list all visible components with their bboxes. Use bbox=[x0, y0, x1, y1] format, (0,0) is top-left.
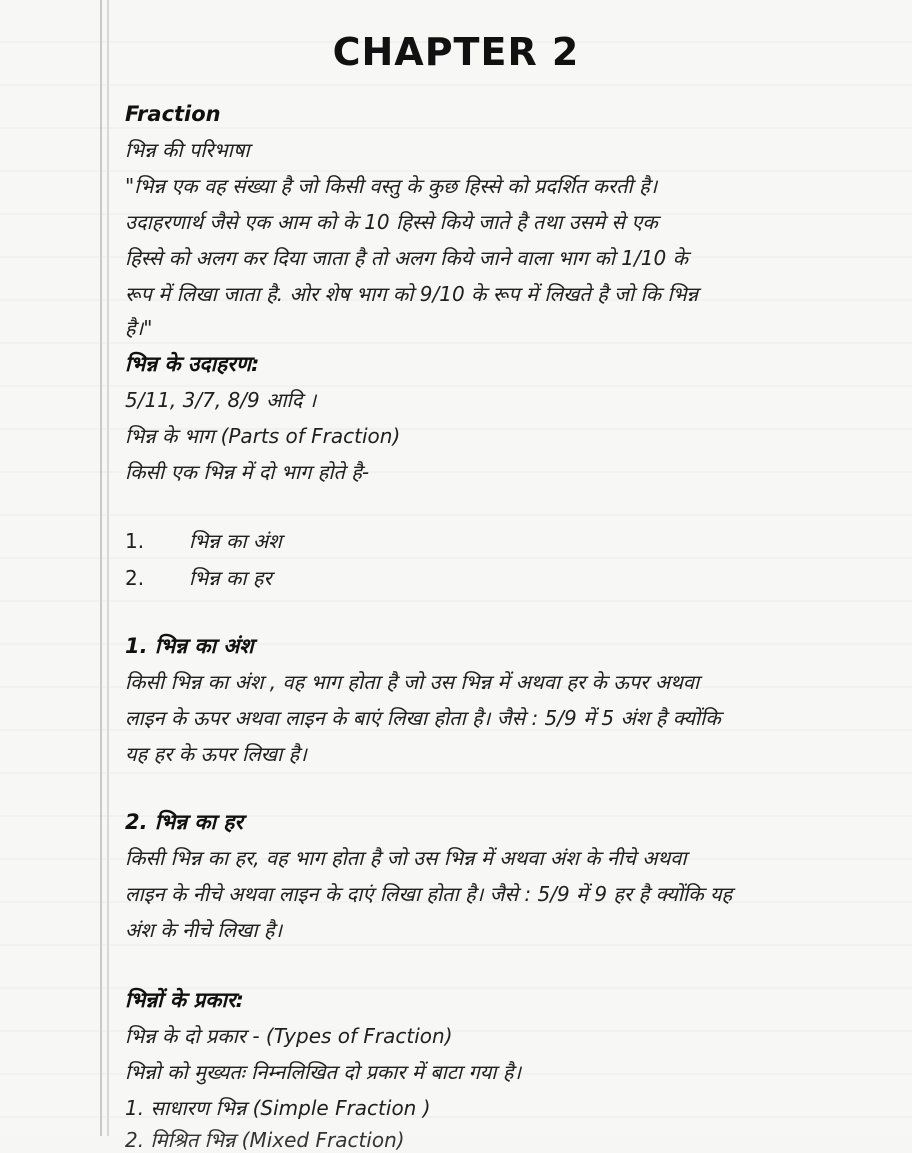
text-line: लाइन के नीचे अथवा लाइन के दाएं लिखा होता है। जैसे : 5/9 में 9 हर है क्योंकि यह bbox=[125, 882, 733, 906]
text-line: भिन्नो को मुख्यतः निम्नलिखित दो प्रकार में बाटा गया है। bbox=[125, 1060, 522, 1084]
text-line: 5/11, 3/7, 8/9 आदि । bbox=[125, 388, 317, 412]
list-item bbox=[125, 527, 282, 555]
text-line: अंश के नीचे लिखा है। bbox=[125, 918, 283, 942]
list-text: भिन्न का हर bbox=[189, 566, 272, 590]
text-line: हिस्से को अलग कर दिया जाता है तो अलग किये जाने वाला भाग को 1/10 के bbox=[125, 246, 688, 270]
text-line: "भिन्न एक वह संख्या है जो किसी वस्तु के कुछ हिस्से को प्रदर्शित करती है। bbox=[125, 174, 658, 198]
text-line: भिन्न के भाग (Parts of Fraction) bbox=[125, 424, 401, 448]
list-item bbox=[125, 564, 272, 592]
chapter-title: CHAPTER 2 bbox=[332, 30, 580, 74]
examples-heading: भिन्न के उदाहरण: bbox=[125, 352, 260, 376]
text-line: रूप में लिखा जाता है. ओर शेष भाग को 9/10 के रूप में लिखते है जो कि भिन्न bbox=[125, 282, 699, 306]
text-line: है।" bbox=[125, 316, 153, 340]
text-line: भिन्न के दो प्रकार - (Types of Fraction) bbox=[125, 1024, 453, 1048]
heading-fraction: Fraction bbox=[125, 102, 221, 126]
text-line: 1. साधारण भिन्न (Simple Fraction ) bbox=[125, 1096, 431, 1120]
list-number: 2. bbox=[125, 566, 145, 590]
cut-off-line: 2. मिश्रित भिन्न (Mixed Fraction) bbox=[125, 1128, 405, 1152]
list-text: भिन्न का अंश bbox=[189, 529, 282, 553]
numerator-heading: 1. भिन्न का अंश bbox=[125, 634, 254, 658]
margin-line bbox=[100, 0, 102, 1136]
denominator-heading: 2. भिन्न का हर bbox=[125, 810, 244, 834]
definition-heading: भिन्न की परिभाषा bbox=[125, 138, 250, 162]
text-line: लाइन के ऊपर अथवा लाइन के बाएं लिखा होता है। जैसे : 5/9 में 5 अंश है क्योंकि bbox=[125, 706, 721, 730]
margin-line bbox=[107, 0, 109, 1136]
list-number: 1. bbox=[125, 529, 145, 553]
text-line: किसी एक भिन्न में दो भाग होते है- bbox=[125, 460, 370, 484]
text-line: उदाहरणार्थ जैसे एक आम को के 10 हिस्से किये जाते है तथा उसमे से एक bbox=[125, 210, 658, 234]
text-line: यह हर के ऊपर लिखा है। bbox=[125, 742, 307, 766]
types-heading: भिन्नों के प्रकार: bbox=[125, 988, 244, 1012]
text-line: किसी भिन्न का हर, वह भाग होता है जो उस भिन्न में अथवा अंश के नीचे अथवा bbox=[125, 846, 687, 870]
text-line: किसी भिन्न का अंश , वह भाग होता है जो उस भिन्न में अथवा हर के ऊपर अथवा bbox=[125, 670, 700, 694]
